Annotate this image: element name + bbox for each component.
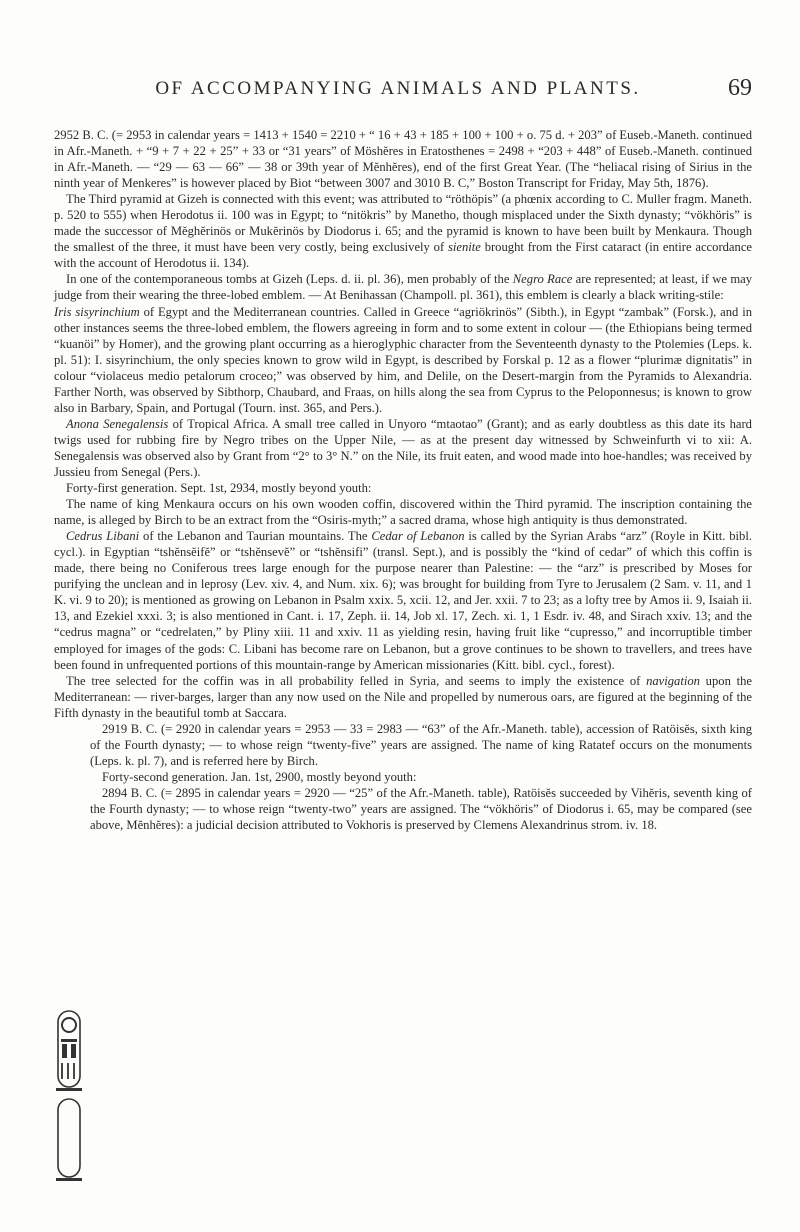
cartouche-ratoises-icon bbox=[56, 1009, 82, 1093]
paragraph: 2919 B. C. (= 2920 in calendar years = 2953 — 33 = 2983 — “63” of the Afr.-Maneth. table), accession of Ratöisĕs, sixth king of the Fourth dynasty; — to whose reign “twenty-five” years are assigned. The name of king Ratatef occurs on the monuments (Leps. k. pl. 7), and is referred here by Birch. bbox=[90, 721, 752, 768]
paragraph: Cedrus Libani of the Lebanon and Taurian mountains. The Cedar of Lebanon is called by the Syrian Arabs “arz” (Royle in Kitt. bibl. cycl.). in Egyptian “tshĕnsĕifĕ” or “tshĕnsevĕ” or “tshĕnsifi” (transl. Sept.), and is possibly the “kind of cedar” of which this coffin is made, there being no Coniferous trees large enough for the purpose nearer than Palestine: — the “arz” is prescribed by Moses for purifying the unclean and in leprosy (Lev. xiv. 4, and Num. xix. 6); was brought for building from Tyre to Jerusalem (2 Sam. v. 11, and 1 K. vi. 9 to 20); is mentioned as growing on Lebanon in Psalm xxix. 5, xcii. 12, and Jer. xxii. 7 to 23; as a lofty tree by Amos ii. 9, Isaiah ii. 13, and Ezekiel xxxi. 3; is also mentioned in Cant. i. 17, Zeph. ii. 14, Job xl. 17, Zech. xi. 1, 1 Esdr. iv. 48, and Sirach xxiv. 13; and the “cedrus magna” or “cedrelaten,” by Pliny xiii. 11 and xxiv. 11 as yielding resin, having fruit like “cupresso,” and incorruptible timber employed for images of the gods: C. Libani has become rare on Lebanon, but a grove continues to be shown to travellers, and trees have been found in unfrequented portions of this mountain-range by American missionaries (Kitt. bibl. cycl., forest). bbox=[54, 529, 752, 672]
running-head: OF ACCOMPANYING ANIMALS AND PLANTS. bbox=[155, 78, 641, 99]
paragraph: Forty-second generation. Jan. 1st, 2900, mostly beyond youth: bbox=[102, 769, 417, 784]
paragraph: The name of king Menkaura occurs on his own wooden coffin, discovered within the Third pyramid. The inscription containing the name, is alleged by Birch to be an extract from the “Osiris-myth;” a sacred drama, whose high antiquity is thus demonstrated. bbox=[54, 497, 752, 528]
paragraph: 2894 B. C. (= 2895 in calendar years = 2920 — “25” of the Afr.-Maneth. table), Ratöisĕs succeeded by Vihĕris, seventh king of the Fourth dynasty; — to whose reign “twenty-two” years are assigned. The “vökhöris” of Diodorus i. 65, may be compared (see above, Mĕnhĕres): a judicial decision attributed to Vokhoris is preserved by Clemens Alexandrinus strom. iv. 18. bbox=[90, 785, 752, 833]
cartouche-vikheris-icon bbox=[56, 1097, 82, 1183]
paragraph: The tree selected for the coffin was in all probability felled in Syria, and seems to imply the existence of navigation upon the Mediterranean: — river-barges, larger than any now used on the Nile and propelled by numerous oars, are figured at the beginning of the Fifth dynasty in the beautiful tomb at Saccara. bbox=[54, 673, 752, 720]
body-text bbox=[54, 127, 752, 833]
paragraph: 2952 B. C. (= 2953 in calendar years = 1413 + 1540 = 2210 + “ 16 + 43 + 185 + 100 + 100 + o. 75 d. + 203” of Euseb.-Maneth. continued in Afr.-Maneth. + “9 + 7 + 22 + 25” + 33 or “31 years” of Möshĕres in Eratosthenes = 2498 + “203 + 448” of Euseb.-Maneth. continued in Afr.-Maneth. — “29 — 63 — 66” — 38 or 39th year of Mĕnhĕres), end of the first Great Year. (The “heliacal rising of Sirius in the ninth year of Menkeres” is however placed by Biot “between 3007 and 3010 B. C,” Boston Transcript for Friday, May 5th, 1876). bbox=[54, 128, 752, 191]
page-number: 69 bbox=[728, 75, 752, 101]
paragraph: The Third pyramid at Gizeh is connected with this event; was attributed to “röthöpis” (a phœnix according to C. Muller fragm. Maneth. p. 520 to 555) when Herodotus ii. 100 was in Egypt; to “nitökris” by Manetho, though misplaced under the Sixth dynasty; “vökhöris” is made the successor of Mĕghĕrinös or Mukĕrinös by Diodorus i. 65; and the pyramid is known to have been built by Menkaura. Though the smallest of the three, it must have been very costly, being exclusively of sienite brought from the First cataract (in entire accordance with the account of Herodotus ii. 134). bbox=[54, 192, 752, 271]
paragraph: Forty-first generation. Sept. 1st, 2934, mostly beyond youth: bbox=[66, 481, 372, 496]
paragraph: Iris sisyrinchium of Egypt and the Mediterranean countries. Called in Greece “agriökrinös” (Sibth.), in Egypt “zambak” (Forsk.), and in other instances seems the three-lobed emblem, the flowers agreeing in form and to some extent in colour — (the Ethiopians being termed “kuanöi” by Homer), and the growing plant occurring as a hieroglyphic character from the Seventeenth dynasty to the Ptolemies (Leps. k. pl. 51): I. sisyrinchium, the only species known to grow wild in Egypt, is described by Forskal p. 12 as a flower “plurimæ dignitatis” in colour “violaceus medio petalorum croceo;” was observed by him, and Delile, on the Desert-margin from the Pyramids to Alexandria. Farther North, was observed by Sibthorp, Chaubard, and Fraas, on hills along the sea from Cyprus to the Peloponnesus; is known to grow also in Barbary, Spain, and Portugal (Tourn. inst. 365, and Pers.). bbox=[54, 304, 753, 415]
page-header bbox=[44, 75, 752, 108]
paragraph: In one of the contemporaneous tombs at Gizeh (Leps. d. ii. pl. 36), men probably of the Negro Race are represented; at least, if we may judge from their wearing the three-lobed emblem. — At Benihassan (Champoll. pl. 361), this emblem is clearly a black writing-stile: bbox=[54, 272, 752, 303]
book-page bbox=[44, 0, 752, 1232]
paragraph: Anona Senegalensis of Tropical Africa. A small tree called in Unyoro “mtaotao” (Grant); and as early doubtless as this date its hard twigs used for rubbing fire by Negro tribes on the Upper Nile, — as at the present day witnessed by Schweinfurth vi to xii: A. Senegalensis was observed also by Grant from “2° to 3° N.” on the Nile, its fruit eaten, and wood made into hoe-handles; was received by Jussieu from Senegal (Pers.). bbox=[54, 416, 752, 479]
